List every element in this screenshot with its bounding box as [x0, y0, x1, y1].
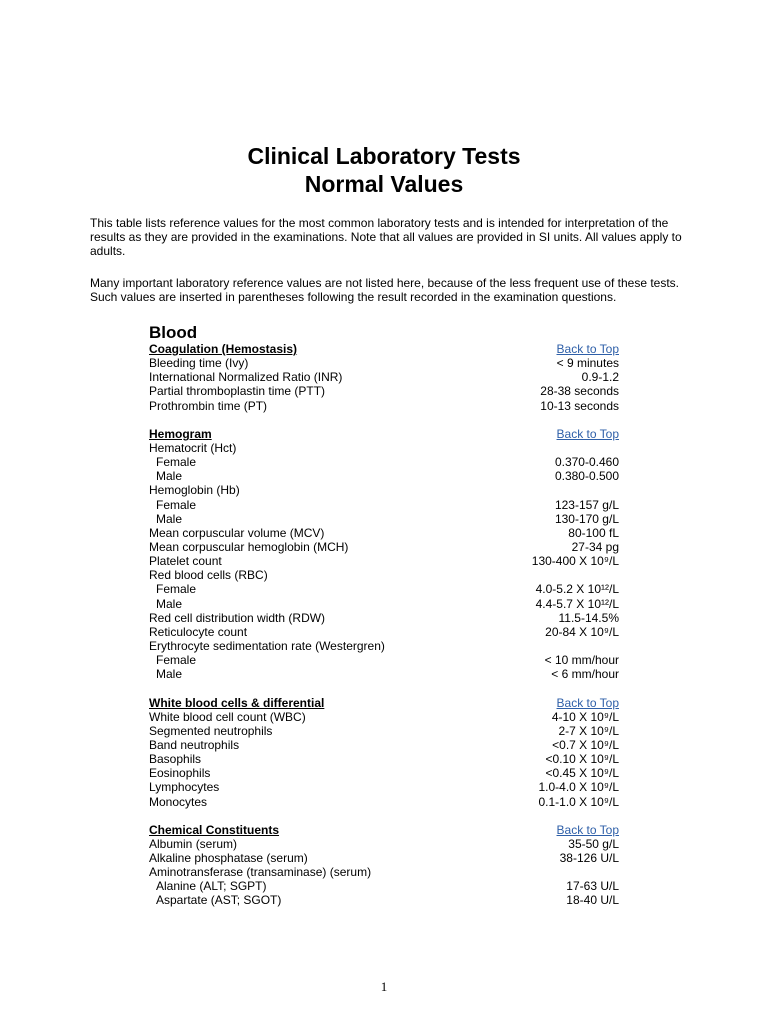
reference-value: 2-7 X 10⁹/L [558, 723, 619, 738]
table-row [149, 780, 619, 794]
test-name: Prothrombin time (PT) [149, 398, 268, 413]
note-paragraph: Many important laboratory reference values are not listed here, because of the less frequent use of these tests. Such values are inserted in parentheses following the result recorded in the examination questions. [90, 276, 679, 304]
table-row [149, 752, 619, 766]
reference-value: 17-63 U/L [566, 879, 619, 894]
table-row [149, 639, 619, 653]
table-row [149, 724, 619, 738]
section-header-row [149, 823, 619, 837]
reference-value: 4-10 X 10⁹/L [551, 709, 619, 724]
test-name: Male [156, 596, 183, 611]
table-row [149, 766, 619, 780]
test-name: Female [156, 582, 197, 597]
reference-value: 27-34 pg [571, 539, 619, 554]
test-name: Band neutrophils [149, 737, 240, 752]
table-row [149, 865, 619, 879]
reference-value: <0.10 X 10⁹/L [545, 752, 619, 767]
table-row [149, 582, 619, 596]
test-name: Female [156, 455, 197, 470]
reference-value: <0.7 X 10⁹/L [552, 737, 619, 752]
table-row [149, 568, 619, 582]
test-name: Alkaline phosphatase (serum) [149, 851, 308, 866]
reference-value: 4.0-5.2 X 10¹²/L [535, 582, 619, 597]
table-row [149, 879, 619, 893]
reference-value: 130-400 X 10⁹/L [531, 554, 619, 569]
table-row [149, 370, 619, 384]
table-row [149, 498, 619, 512]
spacer-row [149, 681, 619, 695]
section-title: Coagulation (Hemostasis) [149, 342, 298, 356]
table-row [149, 469, 619, 483]
table-row [149, 483, 619, 497]
test-name: Aspartate (AST; SGOT) [156, 893, 282, 908]
table-row [149, 667, 619, 681]
reference-value: 80-100 fL [568, 525, 619, 540]
test-name: Eosinophils [149, 766, 211, 781]
reference-value: 4.4-5.7 X 10¹²/L [535, 596, 619, 611]
test-name: Hemoglobin (Hb) [149, 483, 240, 498]
table-row [149, 795, 619, 809]
reference-value: 0.380-0.500 [554, 469, 619, 484]
test-name: Basophils [149, 752, 202, 767]
reference-value: 0.370-0.460 [554, 455, 619, 470]
reference-value: 0.1-1.0 X 10⁹/L [538, 794, 619, 809]
reference-value: 38-126 U/L [559, 851, 619, 866]
test-name: White blood cell count (WBC) [149, 709, 306, 724]
reference-value: 18-40 U/L [566, 893, 619, 908]
test-name: Albumin (serum) [149, 836, 238, 851]
test-name: Alanine (ALT; SGPT) [156, 879, 267, 894]
section-header-row [149, 427, 619, 441]
test-name: Male [156, 667, 183, 682]
test-name: Male [156, 511, 183, 526]
test-name: Reticulocyte count [149, 624, 248, 639]
page-number: 1 [380, 979, 388, 994]
table-row [149, 526, 619, 540]
test-name: Lymphocytes [149, 780, 220, 795]
table-row [149, 399, 619, 413]
reference-value: < 10 mm/hour [544, 653, 619, 668]
test-name: Male [156, 469, 183, 484]
back-to-top-link[interactable]: Back to Top [556, 342, 619, 356]
table-row [149, 384, 619, 398]
reference-value: 130-170 g/L [554, 511, 619, 526]
table-row [149, 597, 619, 611]
table-row [149, 441, 619, 455]
reference-value: 123-157 g/L [554, 497, 619, 512]
test-name: Bleeding time (Ivy) [149, 356, 249, 371]
reference-value: 20-84 X 10⁹/L [545, 624, 619, 639]
blood-heading: Blood [149, 323, 198, 342]
test-name: Erythrocyte sedimentation rate (Westergren) [149, 638, 385, 653]
reference-values-table [149, 342, 619, 908]
table-row [149, 837, 619, 851]
test-name: Segmented neutrophils [149, 723, 273, 738]
back-to-top-link[interactable]: Back to Top [556, 822, 619, 837]
spacer-row [149, 413, 619, 427]
test-name: Female [156, 653, 197, 668]
test-name: Platelet count [149, 554, 222, 569]
table-row [149, 710, 619, 724]
section-header-row [149, 696, 619, 710]
back-to-top-link[interactable]: Back to Top [556, 426, 619, 441]
table-row [149, 893, 619, 907]
section-title: Chemical Constituents [149, 822, 280, 837]
table-row [149, 653, 619, 667]
test-name: Aminotransferase (transaminase) (serum) [149, 865, 372, 880]
spacer-row [149, 809, 619, 823]
table-row [149, 455, 619, 469]
table-row [149, 611, 619, 625]
table-row [149, 625, 619, 639]
reference-value: <0.45 X 10⁹/L [545, 766, 619, 781]
table-row [149, 356, 619, 370]
test-name: Hematocrit (Hct) [149, 440, 237, 455]
section-title: White blood cells & differential [149, 695, 325, 710]
table-row [149, 540, 619, 554]
page-subtitle: Normal Values [304, 171, 464, 197]
back-to-top-link[interactable]: Back to Top [556, 695, 619, 710]
test-name: Mean corpuscular volume (MCV) [149, 525, 325, 540]
intro-paragraph: This table lists reference values for the most common laboratory tests and is intended for interpretation of the results as they are provided in the examinations. Note that all values are provided in SI units. All values apply to adults. [90, 216, 682, 258]
test-name: Partial thromboplastin time (PTT) [149, 384, 326, 399]
table-row [149, 512, 619, 526]
section-header-row [149, 342, 619, 356]
test-name: Female [156, 497, 197, 512]
reference-value: < 6 mm/hour [551, 667, 619, 682]
table-row [149, 554, 619, 568]
reference-value: 10-13 seconds [540, 398, 619, 413]
test-name: International Normalized Ratio (INR) [149, 370, 343, 385]
reference-value: 28-38 seconds [540, 384, 619, 399]
page-title: Clinical Laboratory Tests [247, 143, 521, 169]
section-title: Hemogram [149, 426, 212, 441]
test-name: Red cell distribution width (RDW) [149, 610, 326, 625]
test-name: Red blood cells (RBC) [149, 568, 268, 583]
reference-value: 1.0-4.0 X 10⁹/L [538, 780, 619, 795]
reference-value: < 9 minutes [556, 356, 619, 371]
table-row [149, 738, 619, 752]
test-name: Monocytes [149, 794, 208, 809]
table-row [149, 851, 619, 865]
reference-value: 11.5-14.5% [558, 610, 619, 625]
reference-value: 0.9-1.2 [581, 370, 619, 385]
test-name: Mean corpuscular hemoglobin (MCH) [149, 539, 349, 554]
reference-value: 35-50 g/L [568, 836, 619, 851]
